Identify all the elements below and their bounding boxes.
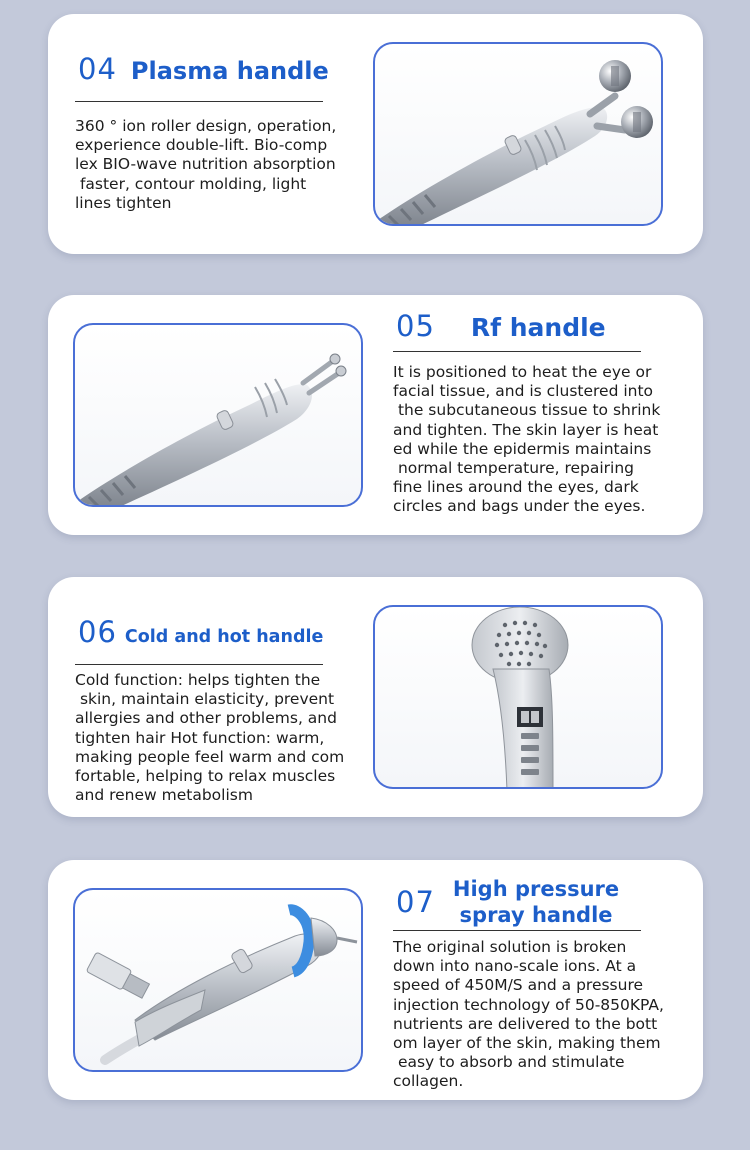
spray-handle-illustration	[75, 890, 363, 1072]
section-description: It is positioned to heat the eye or facial tissue, and is clustered into the subcutaneous tissue to shrink and tighten. The skin layer is heat ed while the epidermis maintains normal temperature, repairing fine lines around the eyes, dark circles and bags under the eyes.	[393, 363, 661, 516]
heading-underline	[393, 351, 641, 352]
rf-handle-photo	[73, 323, 363, 507]
cold-hot-handle-photo	[373, 605, 663, 789]
section-heading	[78, 615, 323, 649]
section-number: 06	[78, 615, 117, 649]
section-title-line2: spray handle	[459, 903, 613, 927]
section-heading	[396, 309, 606, 343]
section-number: 04	[78, 52, 117, 86]
spray-handle-photo	[73, 888, 363, 1072]
section-title: Cold and hot handle	[124, 627, 324, 647]
heading-underline	[75, 101, 323, 102]
section-title: Rf handle	[470, 313, 606, 342]
cold-hot-handle-illustration	[375, 607, 663, 789]
section-description: 360 ° ion roller design, operation, experience double-lift. Bio-comp lex BIO-wave nutrition absorption faster, contour molding, light lines tighten	[75, 117, 337, 212]
feature-card-plasma	[48, 14, 703, 254]
section-heading	[78, 52, 329, 86]
section-number: 05	[396, 309, 435, 343]
section-number: 07	[396, 885, 435, 919]
heading-underline	[393, 930, 641, 931]
feature-card-spray	[48, 860, 703, 1100]
section-description: The original solution is broken down into nano-scale ions. At a speed of 450M/S and a pressure injection technology of 50-850KPA, nutrients are delivered to the bott om layer of the skin, making them easy to absorb and stimulate collagen.	[393, 938, 664, 1091]
feature-card-rf	[48, 295, 703, 535]
section-description: Cold function: helps tighten the skin, maintain elasticity, prevent allergies and other problems, and tighten hair Hot function: warm, making people feel warm and com fortable, helping to relax muscles and renew metabolism	[75, 671, 345, 805]
section-title-line1: High pressure	[452, 877, 620, 901]
feature-card-cold-hot	[48, 577, 703, 817]
plasma-handle-illustration	[375, 44, 663, 226]
plasma-handle-photo	[373, 42, 663, 226]
section-title: Plasma handle	[130, 57, 329, 85]
section-title	[453, 876, 619, 928]
heading-underline	[75, 664, 323, 665]
section-heading	[396, 876, 619, 928]
rf-handle-illustration	[75, 325, 363, 507]
